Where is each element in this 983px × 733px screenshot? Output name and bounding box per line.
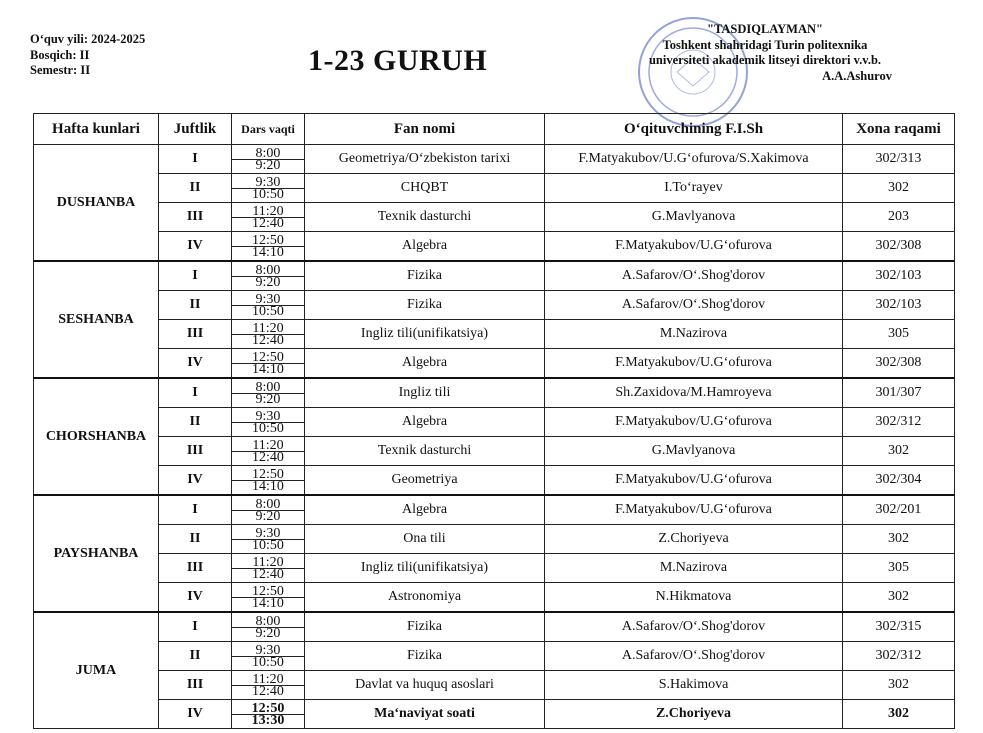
table-row bbox=[34, 671, 955, 700]
end-time: 9:20 bbox=[255, 274, 281, 290]
subject-cell: Texnik dasturchi bbox=[305, 203, 545, 232]
approval-line-2: Toshkent shahridagi Turin politexnika bbox=[662, 37, 868, 52]
schedule-table bbox=[33, 113, 955, 729]
time-cell bbox=[232, 671, 305, 700]
teacher-cell: G.Mavlyanova bbox=[545, 437, 843, 466]
time-cell bbox=[232, 525, 305, 554]
room-cell: 302 bbox=[843, 174, 955, 203]
teacher-cell: Sh.Zaxidova/M.Hamroyeva bbox=[545, 378, 843, 408]
pair-cell: IV bbox=[159, 232, 232, 262]
subject-cell: Ona tili bbox=[305, 525, 545, 554]
room-cell: 302/312 bbox=[843, 408, 955, 437]
teacher-cell: Z.Choriyeva bbox=[545, 700, 843, 729]
teacher-cell: F.Matyakubov/U.G‘ofurova/S.Xakimova bbox=[545, 145, 843, 174]
time-cell bbox=[232, 437, 305, 466]
start-time: 8:00 bbox=[232, 148, 304, 160]
time-cell bbox=[232, 174, 305, 203]
end-time: 14:10 bbox=[252, 595, 284, 611]
day-cell: PAYSHANBA bbox=[34, 495, 159, 612]
table-row bbox=[34, 145, 955, 174]
start-time: 11:20 bbox=[232, 206, 304, 218]
subject-cell: Fizika bbox=[305, 261, 545, 291]
room-cell: 302 bbox=[843, 583, 955, 613]
approval-heading: "TASDIQLAYMAN" bbox=[707, 22, 823, 36]
pair-cell: II bbox=[159, 525, 232, 554]
subject-cell: Algebra bbox=[305, 495, 545, 525]
time-cell bbox=[232, 612, 305, 642]
academic-info bbox=[30, 32, 145, 79]
col-header-room: Xona raqami bbox=[843, 114, 955, 145]
table-row bbox=[34, 525, 955, 554]
table-row bbox=[34, 320, 955, 349]
end-time: 12:40 bbox=[252, 332, 284, 348]
end-time: 12:40 bbox=[252, 215, 284, 231]
subject-cell: Algebra bbox=[305, 232, 545, 262]
time-cell bbox=[232, 349, 305, 379]
teacher-cell: F.Matyakubov/U.G‘ofurova bbox=[545, 466, 843, 496]
subject-cell: Geometriya/O‘zbekiston tarixi bbox=[305, 145, 545, 174]
table-row bbox=[34, 583, 955, 613]
table-row bbox=[34, 466, 955, 496]
pair-cell: I bbox=[159, 495, 232, 525]
teacher-cell: G.Mavlyanova bbox=[545, 203, 843, 232]
pair-cell: II bbox=[159, 642, 232, 671]
semester: Semestr: II bbox=[30, 63, 91, 77]
time-cell bbox=[232, 554, 305, 583]
end-time: 13:30 bbox=[251, 712, 285, 728]
start-time: 11:20 bbox=[232, 674, 304, 686]
end-time: 10:50 bbox=[252, 537, 284, 553]
time-cell bbox=[232, 320, 305, 349]
pair-cell: III bbox=[159, 320, 232, 349]
start-time: 12:50 bbox=[232, 703, 304, 715]
subject-cell: Astronomiya bbox=[305, 583, 545, 613]
time-cell bbox=[232, 261, 305, 291]
subject-cell: Algebra bbox=[305, 408, 545, 437]
table-row bbox=[34, 554, 955, 583]
pair-cell: III bbox=[159, 437, 232, 466]
table-header-row bbox=[34, 114, 955, 145]
stage: Bosqich: II bbox=[30, 47, 90, 62]
col-header-day: Hafta kunlari bbox=[34, 114, 159, 145]
approval-signatory: A.A.Ashurov bbox=[822, 68, 892, 83]
start-time: 8:00 bbox=[232, 265, 304, 277]
table-row bbox=[34, 437, 955, 466]
end-time: 9:20 bbox=[255, 625, 281, 641]
table-row bbox=[34, 291, 955, 320]
room-cell: 302 bbox=[843, 700, 955, 729]
start-time: 8:00 bbox=[232, 499, 304, 511]
start-time: 9:30 bbox=[232, 294, 304, 306]
pair-cell: I bbox=[159, 378, 232, 408]
table-row bbox=[34, 203, 955, 232]
end-time: 14:10 bbox=[252, 361, 284, 377]
time-cell bbox=[232, 378, 305, 408]
table-row bbox=[34, 174, 955, 203]
approval-block bbox=[600, 22, 930, 84]
teacher-cell: F.Matyakubov/U.G‘ofurova bbox=[545, 232, 843, 262]
room-cell: 302/308 bbox=[843, 349, 955, 379]
room-cell: 302 bbox=[843, 525, 955, 554]
end-time: 9:20 bbox=[255, 157, 281, 173]
subject-cell: CHQBT bbox=[305, 174, 545, 203]
room-cell: 301/307 bbox=[843, 378, 955, 408]
time-cell bbox=[232, 583, 305, 613]
table-row bbox=[34, 408, 955, 437]
room-cell: 302/313 bbox=[843, 145, 955, 174]
start-time: 11:20 bbox=[232, 323, 304, 335]
academic-year: O‘quv yili: 2024-2025 bbox=[30, 32, 146, 46]
time-cell bbox=[232, 203, 305, 232]
room-cell: 305 bbox=[843, 554, 955, 583]
day-cell: SESHANBA bbox=[34, 261, 159, 378]
time-cell bbox=[232, 145, 305, 174]
room-cell: 302/312 bbox=[843, 642, 955, 671]
subject-cell: Fizika bbox=[305, 612, 545, 642]
time-cell bbox=[232, 408, 305, 437]
start-time: 12:50 bbox=[232, 586, 304, 598]
subject-cell: Fizika bbox=[305, 291, 545, 320]
pair-cell: IV bbox=[159, 583, 232, 613]
schedule-body bbox=[34, 145, 955, 729]
room-cell: 305 bbox=[843, 320, 955, 349]
page-title: 1-23 GURUH bbox=[308, 44, 488, 77]
teacher-cell: A.Safarov/O‘.Shog'dorov bbox=[545, 642, 843, 671]
time-cell bbox=[232, 466, 305, 496]
end-time: 14:10 bbox=[252, 244, 284, 260]
teacher-cell: A.Safarov/O‘.Shog'dorov bbox=[545, 291, 843, 320]
teacher-cell: S.Hakimova bbox=[545, 671, 843, 700]
start-time: 8:00 bbox=[232, 616, 304, 628]
time-cell bbox=[232, 291, 305, 320]
pair-cell: IV bbox=[159, 700, 232, 729]
subject-cell: Fizika bbox=[305, 642, 545, 671]
time-cell bbox=[232, 232, 305, 262]
table-row bbox=[34, 349, 955, 379]
teacher-cell: A.Safarov/O‘.Shog'dorov bbox=[545, 612, 843, 642]
room-cell: 302/304 bbox=[843, 466, 955, 496]
subject-cell: Ma‘naviyat soati bbox=[305, 700, 545, 729]
subject-cell: Geometriya bbox=[305, 466, 545, 496]
start-time: 11:20 bbox=[232, 557, 304, 569]
subject-cell: Ingliz tili(unifikatsiya) bbox=[305, 554, 545, 583]
pair-cell: III bbox=[159, 671, 232, 700]
room-cell: 302/308 bbox=[843, 232, 955, 262]
table-row bbox=[34, 495, 955, 525]
day-cell: DUSHANBA bbox=[34, 145, 159, 262]
end-time: 10:50 bbox=[252, 303, 284, 319]
teacher-cell: Z.Choriyeva bbox=[545, 525, 843, 554]
pair-cell: IV bbox=[159, 349, 232, 379]
teacher-cell: M.Nazirova bbox=[545, 554, 843, 583]
teacher-cell: M.Nazirova bbox=[545, 320, 843, 349]
time-cell bbox=[232, 700, 305, 729]
pair-cell: I bbox=[159, 612, 232, 642]
pair-cell: II bbox=[159, 174, 232, 203]
teacher-cell: N.Hikmatova bbox=[545, 583, 843, 613]
end-time: 12:40 bbox=[252, 683, 284, 699]
teacher-cell: F.Matyakubov/U.G‘ofurova bbox=[545, 408, 843, 437]
day-cell: JUMA bbox=[34, 612, 159, 729]
col-header-teacher: O‘qituvchining F.I.Sh bbox=[545, 114, 843, 145]
teacher-cell: F.Matyakubov/U.G‘ofurova bbox=[545, 495, 843, 525]
pair-cell: I bbox=[159, 145, 232, 174]
table-row bbox=[34, 612, 955, 642]
pair-cell: III bbox=[159, 554, 232, 583]
subject-cell: Davlat va huquq asoslari bbox=[305, 671, 545, 700]
pair-cell: I bbox=[159, 261, 232, 291]
col-header-time: Dars vaqti bbox=[232, 114, 305, 145]
col-header-subject: Fan nomi bbox=[305, 114, 545, 145]
subject-cell: Ingliz tili(unifikatsiya) bbox=[305, 320, 545, 349]
subject-cell: Algebra bbox=[305, 349, 545, 379]
room-cell: 302 bbox=[843, 437, 955, 466]
end-time: 9:20 bbox=[255, 391, 281, 407]
end-time: 9:20 bbox=[255, 508, 281, 524]
end-time: 10:50 bbox=[252, 186, 284, 202]
subject-cell: Ingliz tili bbox=[305, 378, 545, 408]
table-row bbox=[34, 232, 955, 262]
col-header-pair: Juftlik bbox=[159, 114, 232, 145]
pair-cell: III bbox=[159, 203, 232, 232]
time-cell bbox=[232, 642, 305, 671]
start-time: 12:50 bbox=[232, 469, 304, 481]
teacher-cell: F.Matyakubov/U.G‘ofurova bbox=[545, 349, 843, 379]
day-cell: CHORSHANBA bbox=[34, 378, 159, 495]
start-time: 9:30 bbox=[232, 411, 304, 423]
end-time: 12:40 bbox=[252, 566, 284, 582]
pair-cell: II bbox=[159, 408, 232, 437]
room-cell: 302/103 bbox=[843, 261, 955, 291]
teacher-cell: A.Safarov/O‘.Shog'dorov bbox=[545, 261, 843, 291]
start-time: 9:30 bbox=[232, 645, 304, 657]
pair-cell: II bbox=[159, 291, 232, 320]
room-cell: 302 bbox=[843, 671, 955, 700]
approval-line-3: universiteti akademik litseyi direktori v.v.b. bbox=[648, 53, 882, 67]
table-row bbox=[34, 378, 955, 408]
pair-cell: IV bbox=[159, 466, 232, 496]
subject-cell: Texnik dasturchi bbox=[305, 437, 545, 466]
table-row bbox=[34, 261, 955, 291]
start-time: 9:30 bbox=[232, 528, 304, 540]
end-time: 10:50 bbox=[252, 420, 284, 436]
table-row bbox=[34, 642, 955, 671]
end-time: 10:50 bbox=[252, 654, 284, 670]
time-cell bbox=[232, 495, 305, 525]
end-time: 14:10 bbox=[252, 478, 284, 494]
start-time: 8:00 bbox=[232, 382, 304, 394]
teacher-cell: I.To‘rayev bbox=[545, 174, 843, 203]
room-cell: 302/103 bbox=[843, 291, 955, 320]
room-cell: 302/315 bbox=[843, 612, 955, 642]
start-time: 12:50 bbox=[232, 352, 304, 364]
start-time: 12:50 bbox=[232, 235, 304, 247]
end-time: 12:40 bbox=[252, 449, 284, 465]
table-row bbox=[34, 700, 955, 729]
start-time: 9:30 bbox=[232, 177, 304, 189]
start-time: 11:20 bbox=[232, 440, 304, 452]
room-cell: 203 bbox=[843, 203, 955, 232]
room-cell: 302/201 bbox=[843, 495, 955, 525]
